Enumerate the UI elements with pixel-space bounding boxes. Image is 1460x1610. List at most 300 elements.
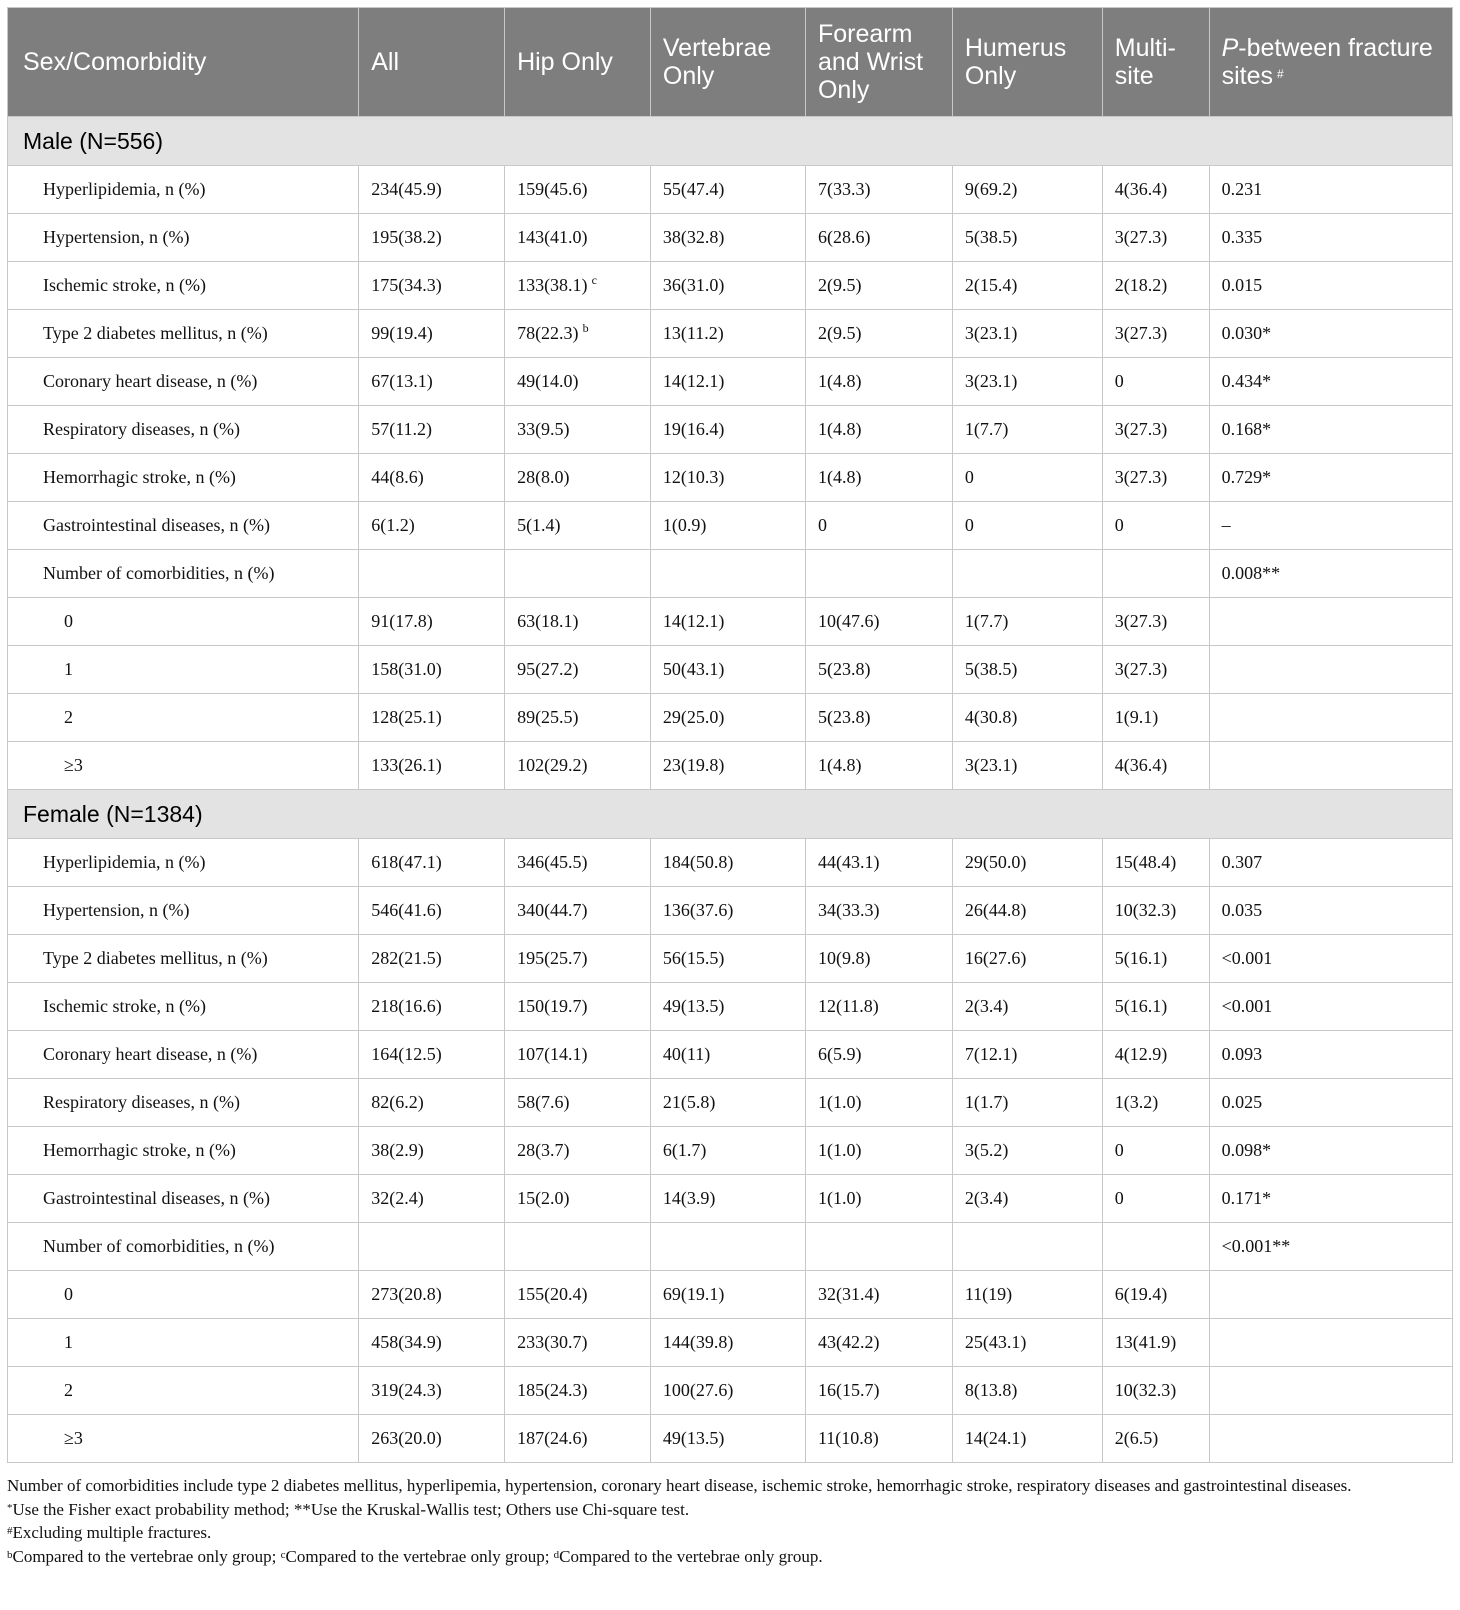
cell-value: 89(25.5)	[517, 707, 579, 727]
table-cell	[952, 598, 1102, 646]
table-cell	[505, 262, 651, 310]
cell-value: 9(69.2)	[964, 179, 1018, 199]
cell-value: 187(24.6)	[517, 1428, 588, 1448]
table-cell	[359, 1319, 505, 1367]
table-cell	[1209, 1223, 1452, 1271]
cell-value: 6(28.6)	[817, 227, 871, 247]
table-row	[8, 358, 1453, 406]
cell-value: 11(19)	[964, 1284, 1013, 1304]
table-cell	[359, 502, 505, 550]
cell-value: 3(27.3)	[1114, 323, 1168, 343]
cell-value: 1(4.8)	[817, 467, 862, 487]
table-cell	[359, 262, 505, 310]
table-cell	[1102, 983, 1209, 1031]
table-cell	[650, 214, 805, 262]
cell-value: 282(21.5)	[371, 948, 442, 968]
table-row	[8, 646, 1453, 694]
table-cell	[952, 1127, 1102, 1175]
table-cell	[805, 646, 952, 694]
cell-value: 69(19.1)	[662, 1284, 725, 1304]
table-cell	[650, 742, 805, 790]
table-cell	[952, 1175, 1102, 1223]
table-cell	[1102, 1175, 1209, 1223]
footnote-b-text: Compared to the vertebrae only group;	[12, 1546, 281, 1566]
table-cell	[650, 454, 805, 502]
cell-value: 8(13.8)	[964, 1380, 1018, 1400]
table-cell	[952, 406, 1102, 454]
cell-value: 4(36.4)	[1114, 179, 1168, 199]
table-cell	[952, 1319, 1102, 1367]
cell-value: 3(27.3)	[1114, 611, 1168, 631]
cell-value: 3(27.3)	[1114, 419, 1168, 439]
row-label: Ischemic stroke, n (%)	[8, 983, 359, 1031]
cell-value: 67(13.1)	[371, 371, 433, 391]
table-cell	[1102, 1031, 1209, 1079]
header-multi-site: Multi-site	[1102, 8, 1209, 117]
cell-value: 58(7.6)	[517, 1092, 570, 1112]
cell-value: 10(9.8)	[817, 948, 871, 968]
table-cell	[359, 214, 505, 262]
cell-value: 0.098*	[1221, 1140, 1272, 1160]
cell-value: 185(24.3)	[517, 1380, 588, 1400]
cell-value: 1(9.1)	[1114, 707, 1159, 727]
table-cell	[1102, 550, 1209, 598]
cell-value: 0.335	[1221, 227, 1263, 247]
table-cell	[805, 742, 952, 790]
cell-value: 1(1.7)	[964, 1092, 1009, 1112]
cell-value: 13(41.9)	[1114, 1332, 1177, 1352]
cell-value: 5(23.8)	[817, 707, 871, 727]
table-row	[8, 887, 1453, 935]
cell-value: 49(14.0)	[517, 371, 579, 391]
table-cell	[1209, 502, 1452, 550]
cell-value: 43(42.2)	[817, 1332, 880, 1352]
table-cell	[1209, 550, 1452, 598]
cell-value: 0.025	[1221, 1092, 1263, 1112]
table-cell	[805, 1127, 952, 1175]
row-label: Respiratory diseases, n (%)	[8, 1079, 359, 1127]
cell-value: 0	[1114, 515, 1124, 535]
cell-value: 1(4.8)	[817, 755, 862, 775]
row-label: 0	[8, 1271, 359, 1319]
table-cell	[359, 1223, 505, 1271]
cell-value: 56(15.5)	[662, 948, 725, 968]
table-cell	[1102, 262, 1209, 310]
row-label: Ischemic stroke, n (%)	[8, 262, 359, 310]
cell-value: 3(23.1)	[964, 755, 1018, 775]
table-row	[8, 1031, 1453, 1079]
cell-value: 1(1.0)	[817, 1092, 862, 1112]
table-cell	[505, 1175, 651, 1223]
cell-value: 55(47.4)	[662, 179, 725, 199]
cell-value: 14(12.1)	[662, 371, 725, 391]
table-cell	[505, 983, 651, 1031]
table-row	[8, 262, 1453, 310]
table-cell	[650, 1319, 805, 1367]
comorbidity-table	[7, 7, 1453, 1463]
cell-value: <0.001	[1221, 996, 1273, 1016]
cell-value: 10(32.3)	[1114, 1380, 1177, 1400]
table-cell	[1102, 1415, 1209, 1463]
cell-value: 0.168*	[1221, 419, 1272, 439]
row-label: Gastrointestinal diseases, n (%)	[8, 1175, 359, 1223]
cell-value: 4(12.9)	[1114, 1044, 1168, 1064]
cell-value: 21(5.8)	[662, 1092, 716, 1112]
cell-value: 6(5.9)	[817, 1044, 862, 1064]
table-cell	[1209, 1367, 1452, 1415]
row-label: Gastrointestinal diseases, n (%)	[8, 502, 359, 550]
section-label: Female (N=1384)	[8, 790, 1453, 839]
table-cell	[1102, 1319, 1209, 1367]
table-cell	[505, 1127, 651, 1175]
cell-value: 49(13.5)	[662, 996, 725, 1016]
table-row	[8, 214, 1453, 262]
cell-value: 5(1.4)	[517, 515, 561, 535]
table-cell	[1102, 1079, 1209, 1127]
cell-value: 44(8.6)	[371, 467, 424, 487]
table-cell	[359, 550, 505, 598]
table-cell	[650, 262, 805, 310]
cell-value: –	[1221, 515, 1231, 535]
cell-value: 0.434*	[1221, 371, 1272, 391]
cell-value: 218(16.6)	[371, 996, 442, 1016]
table-row	[8, 502, 1453, 550]
footnote-c-sup: c	[280, 1548, 286, 1561]
table-row	[8, 1223, 1453, 1271]
table-cell	[952, 694, 1102, 742]
table-cell	[1102, 742, 1209, 790]
footnote-d-text: Compared to the vertebrae only group.	[559, 1546, 823, 1566]
cell-value: 2(3.4)	[964, 1188, 1009, 1208]
table-cell	[650, 310, 805, 358]
cell-value: 25(43.1)	[964, 1332, 1027, 1352]
table-cell	[359, 839, 505, 887]
cell-value: 15(2.0)	[517, 1188, 570, 1208]
table-cell	[505, 742, 651, 790]
table-cell	[805, 1031, 952, 1079]
cell-value: 36(31.0)	[662, 275, 725, 295]
table-cell	[805, 166, 952, 214]
cell-value: 99(19.4)	[371, 323, 433, 343]
cell-value: 1(0.9)	[662, 515, 707, 535]
cell-value: 158(31.0)	[371, 659, 442, 679]
table-cell	[650, 1127, 805, 1175]
table-cell	[952, 1415, 1102, 1463]
table-cell	[650, 935, 805, 983]
table-cell	[505, 358, 651, 406]
cell-value: 3(27.3)	[1114, 659, 1168, 679]
cell-value: 38(2.9)	[371, 1140, 424, 1160]
table-cell	[359, 1271, 505, 1319]
table-cell	[1209, 454, 1452, 502]
footnote-excluding	[7, 1521, 1453, 1545]
table-cell	[1102, 406, 1209, 454]
table-cell	[1209, 694, 1452, 742]
table-cell	[359, 646, 505, 694]
table-cell	[650, 406, 805, 454]
cell-value: 11(10.8)	[817, 1428, 879, 1448]
table-cell	[650, 839, 805, 887]
cell-value: 0.035	[1221, 900, 1263, 920]
table-cell	[805, 550, 952, 598]
cell-value: 155(20.4)	[517, 1284, 588, 1304]
table-cell	[1102, 839, 1209, 887]
table-cell	[505, 646, 651, 694]
table-row	[8, 983, 1453, 1031]
table-cell	[650, 646, 805, 694]
cell-value: 1(7.7)	[964, 611, 1009, 631]
cell-value: 7(33.3)	[817, 179, 871, 199]
row-label: 1	[8, 1319, 359, 1367]
table-cell	[359, 1031, 505, 1079]
table-cell	[505, 1271, 651, 1319]
cell-value: 14(12.1)	[662, 611, 725, 631]
table-row	[8, 1367, 1453, 1415]
table-cell	[1209, 935, 1452, 983]
table-cell	[952, 935, 1102, 983]
table-cell	[505, 887, 651, 935]
cell-value: 458(34.9)	[371, 1332, 442, 1352]
cell-value: 0.231	[1221, 179, 1263, 199]
table-row	[8, 1079, 1453, 1127]
footnote-tests-sup: *	[7, 1501, 13, 1514]
table-cell	[359, 1175, 505, 1223]
cell-value: 63(18.1)	[517, 611, 579, 631]
table-cell	[1209, 1031, 1452, 1079]
table-cell	[650, 1031, 805, 1079]
cell-value: 15(48.4)	[1114, 852, 1177, 872]
table-cell	[952, 550, 1102, 598]
header-all: All	[359, 8, 505, 117]
table-cell	[805, 1223, 952, 1271]
cell-value: 233(30.7)	[517, 1332, 588, 1352]
row-label: Hemorrhagic stroke, n (%)	[8, 1127, 359, 1175]
row-label: Type 2 diabetes mellitus, n (%)	[8, 310, 359, 358]
table-cell	[952, 887, 1102, 935]
table-cell	[952, 310, 1102, 358]
table-cell	[650, 502, 805, 550]
table-row	[8, 1127, 1453, 1175]
table-cell	[1102, 887, 1209, 935]
cell-value: 19(16.4)	[662, 419, 725, 439]
table-row	[8, 935, 1453, 983]
row-label: 1	[8, 646, 359, 694]
table-cell	[359, 983, 505, 1031]
cell-value: 3(23.1)	[964, 323, 1018, 343]
cell-value: 133(38.1)	[517, 275, 588, 295]
cell-value: 273(20.8)	[371, 1284, 442, 1304]
cell-value: 263(20.0)	[371, 1428, 442, 1448]
cell-value: 5(38.5)	[964, 659, 1018, 679]
cell-value: 5(23.8)	[817, 659, 871, 679]
footnote-excluding-sup: #	[7, 1525, 13, 1537]
table-cell	[505, 694, 651, 742]
table-cell	[952, 214, 1102, 262]
table-cell	[805, 358, 952, 406]
table-cell	[650, 550, 805, 598]
row-label: Respiratory diseases, n (%)	[8, 406, 359, 454]
cell-value: 82(6.2)	[371, 1092, 424, 1112]
cell-value: 32(31.4)	[817, 1284, 880, 1304]
footnote-tests-text: Use the Fisher exact probability method; **Use the Kruskal-Wallis test; Others use Chi-square test.	[12, 1499, 690, 1519]
table-cell	[505, 1031, 651, 1079]
table-cell	[952, 646, 1102, 694]
table-cell	[359, 406, 505, 454]
table-cell	[1209, 1175, 1452, 1223]
table-cell	[505, 1367, 651, 1415]
cell-superscript: b	[582, 321, 589, 335]
cell-value: 1(4.8)	[817, 419, 862, 439]
table-cell	[359, 1367, 505, 1415]
cell-value: 78(22.3)	[517, 323, 579, 343]
table-cell	[1209, 358, 1452, 406]
table-row	[8, 1415, 1453, 1463]
table-footnotes	[7, 1474, 1453, 1568]
cell-value: 0.729*	[1221, 467, 1272, 487]
cell-value: <0.001	[1221, 948, 1273, 968]
row-label: Coronary heart disease, n (%)	[8, 358, 359, 406]
cell-value: 13(11.2)	[662, 323, 724, 343]
cell-value: 16(15.7)	[817, 1380, 880, 1400]
cell-value: 0	[817, 515, 827, 535]
cell-value: 195(38.2)	[371, 227, 442, 247]
cell-value: 319(24.3)	[371, 1380, 442, 1400]
cell-value: <0.001**	[1221, 1236, 1291, 1256]
cell-value: 0.008**	[1221, 563, 1281, 583]
cell-value: 2(6.5)	[1114, 1428, 1159, 1448]
cell-value: 0	[964, 515, 974, 535]
cell-value: 10(32.3)	[1114, 900, 1177, 920]
cell-value: 7(12.1)	[964, 1044, 1018, 1064]
table-row	[8, 550, 1453, 598]
table-cell	[1209, 1079, 1452, 1127]
table-cell	[505, 406, 651, 454]
table-cell	[805, 262, 952, 310]
cell-value: 29(25.0)	[662, 707, 725, 727]
table-cell	[1102, 502, 1209, 550]
table-cell	[805, 310, 952, 358]
table-row	[8, 742, 1453, 790]
cell-value: 4(30.8)	[964, 707, 1018, 727]
table-cell	[805, 839, 952, 887]
cell-value: 102(29.2)	[517, 755, 588, 775]
table-cell	[505, 454, 651, 502]
table-cell	[505, 1079, 651, 1127]
table-cell	[805, 1175, 952, 1223]
table-cell	[952, 166, 1102, 214]
cell-value: 29(50.0)	[964, 852, 1027, 872]
table-cell	[1102, 166, 1209, 214]
cell-value: 50(43.1)	[662, 659, 725, 679]
table-cell	[805, 1367, 952, 1415]
cell-value: 26(44.8)	[964, 900, 1027, 920]
footnote-tests	[7, 1498, 1453, 1522]
table-cell	[650, 598, 805, 646]
cell-value: 128(25.1)	[371, 707, 442, 727]
cell-value: 144(39.8)	[662, 1332, 734, 1352]
cell-value: 0	[1114, 371, 1124, 391]
table-row	[8, 166, 1453, 214]
cell-value: 150(19.7)	[517, 996, 588, 1016]
table-cell	[805, 598, 952, 646]
cell-value: 0.093	[1221, 1044, 1263, 1064]
table-cell	[359, 1415, 505, 1463]
table-cell	[805, 1079, 952, 1127]
table-cell	[1209, 598, 1452, 646]
header-p-rest: -between fracture sites	[1221, 34, 1433, 90]
table-cell	[805, 502, 952, 550]
row-label: Hemorrhagic stroke, n (%)	[8, 454, 359, 502]
table-row	[8, 694, 1453, 742]
table-cell	[1209, 1271, 1452, 1319]
cell-value: 6(19.4)	[1114, 1284, 1168, 1304]
table-cell	[952, 839, 1102, 887]
cell-value: 3(27.3)	[1114, 467, 1168, 487]
row-label: ≥3	[8, 1415, 359, 1463]
table-cell	[650, 358, 805, 406]
section-row	[8, 790, 1453, 839]
table-cell	[1102, 935, 1209, 983]
cell-value: 91(17.8)	[371, 611, 433, 631]
row-label: ≥3	[8, 742, 359, 790]
cell-value: 164(12.5)	[371, 1044, 442, 1064]
table-cell	[1102, 358, 1209, 406]
cell-value: 49(13.5)	[662, 1428, 725, 1448]
cell-value: 95(27.2)	[517, 659, 579, 679]
table-cell	[505, 839, 651, 887]
header-p-italic: P	[1221, 34, 1239, 62]
cell-value: 34(33.3)	[817, 900, 880, 920]
table-cell	[1102, 646, 1209, 694]
row-label: 2	[8, 694, 359, 742]
footnote-d-sup: d	[553, 1548, 560, 1561]
table-cell	[805, 983, 952, 1031]
table-cell	[505, 550, 651, 598]
cell-value: 1(4.8)	[817, 371, 862, 391]
cell-value: 5(38.5)	[964, 227, 1018, 247]
table-cell	[1209, 742, 1452, 790]
table-cell	[952, 502, 1102, 550]
table-cell	[1102, 1223, 1209, 1271]
table-cell	[805, 214, 952, 262]
row-label: Hypertension, n (%)	[8, 214, 359, 262]
cell-value: 57(11.2)	[371, 419, 433, 439]
table-cell	[650, 694, 805, 742]
table-cell	[505, 502, 651, 550]
footnote-excluding-text: Excluding multiple fractures.	[12, 1523, 212, 1542]
cell-value: 107(14.1)	[517, 1044, 588, 1064]
section-label: Male (N=556)	[8, 117, 1453, 166]
row-label: Number of comorbidities, n (%)	[8, 550, 359, 598]
table-row	[8, 1271, 1453, 1319]
cell-value: 2(18.2)	[1114, 275, 1168, 295]
cell-value: 346(45.5)	[517, 852, 588, 872]
row-label: Hyperlipidemia, n (%)	[8, 166, 359, 214]
table-cell	[505, 1223, 651, 1271]
header-humerus-only: Humerus Only	[952, 8, 1102, 117]
table-cell	[1209, 1127, 1452, 1175]
table-cell	[505, 935, 651, 983]
table-cell	[650, 1415, 805, 1463]
table-cell	[952, 983, 1102, 1031]
table-cell	[805, 1319, 952, 1367]
table-cell	[805, 694, 952, 742]
table-cell	[359, 310, 505, 358]
table-row	[8, 1319, 1453, 1367]
table-cell	[650, 983, 805, 1031]
cell-value: 0	[1114, 1188, 1124, 1208]
header-vertebrae-only: Vertebrae Only	[650, 8, 805, 117]
